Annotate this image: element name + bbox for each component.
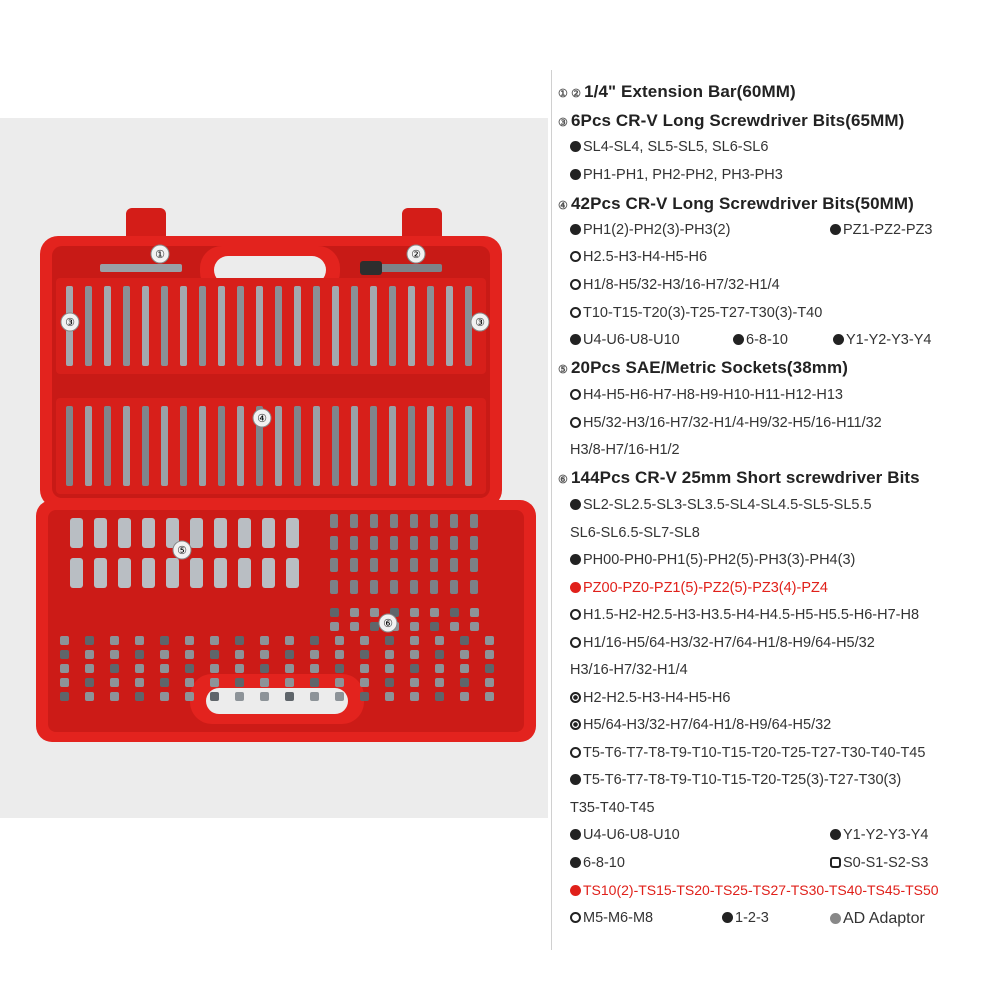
item-triwing-50: 6-8-10	[733, 332, 788, 348]
item-slotted-25-cont: SL6-SL6.5-SL7-SL8	[570, 525, 700, 541]
short-bit	[435, 636, 444, 645]
adaptor-icon	[830, 913, 841, 924]
short-bit	[385, 692, 394, 701]
short-bit	[235, 650, 244, 659]
socket	[286, 558, 299, 588]
short-bit	[60, 664, 69, 673]
tri-point-icon	[830, 829, 841, 840]
long-bit	[85, 286, 92, 366]
long-bit	[370, 286, 377, 366]
item-square-25: S0-S1-S2-S3	[830, 855, 928, 871]
short-bit	[235, 692, 244, 701]
callout-5: ⑤	[177, 545, 187, 557]
short-bit	[390, 580, 398, 594]
socket	[262, 518, 275, 548]
short-bit	[210, 678, 219, 687]
socket	[190, 558, 203, 588]
long-bit	[294, 406, 301, 486]
hex-socket-icon	[570, 389, 581, 400]
square-icon	[830, 857, 841, 868]
short-bit	[350, 622, 359, 631]
short-bit	[135, 650, 144, 659]
short-bit	[430, 580, 438, 594]
short-bit	[470, 536, 478, 550]
short-bit	[370, 622, 379, 631]
item-y-tip-50: Y1-Y2-Y3-Y4	[833, 332, 931, 348]
long-bit	[389, 406, 396, 486]
socket	[70, 518, 83, 548]
short-bit	[470, 580, 478, 594]
long-bit	[123, 286, 130, 366]
socket	[238, 558, 251, 588]
socket	[142, 558, 155, 588]
hex-icon	[570, 912, 581, 923]
item-torx-25: T5-T6-T7-T8-T9-T10-T15-T20-T25-T27-T30-T40-T45	[570, 745, 925, 761]
short-bit	[385, 650, 394, 659]
item-phillips-65: PH1-PH1, PH2-PH2, PH3-PH3	[570, 167, 783, 183]
short-bit	[210, 664, 219, 673]
short-bit	[330, 558, 338, 572]
short-bit	[460, 650, 469, 659]
long-bit	[104, 286, 111, 366]
short-bit	[430, 608, 439, 617]
clutch-icon	[722, 912, 733, 923]
short-bit	[460, 678, 469, 687]
short-bit	[350, 558, 358, 572]
short-bit	[435, 678, 444, 687]
short-bit	[450, 580, 458, 594]
short-bit	[470, 558, 478, 572]
item-adaptor: AD Adaptor	[830, 910, 925, 928]
pozidriv-icon	[830, 224, 841, 235]
short-bit	[450, 514, 458, 528]
item-hex-sae-50: H1/8-H5/32-H3/16-H7/32-H1/4	[570, 277, 780, 293]
hex-icon	[570, 609, 581, 620]
short-bit	[410, 636, 419, 645]
short-bit	[385, 678, 394, 687]
torx-icon	[570, 307, 581, 318]
socket	[214, 518, 227, 548]
item-spanner-25: U4-U6-U8-U10	[570, 827, 680, 843]
long-bit	[161, 286, 168, 366]
long-bit	[465, 286, 472, 366]
callout-2: ②	[411, 249, 421, 261]
short-bit	[210, 650, 219, 659]
long-bit	[104, 406, 111, 486]
hex-icon	[570, 279, 581, 290]
short-bit	[470, 608, 479, 617]
security-hex-icon	[570, 719, 581, 730]
long-bit	[446, 286, 453, 366]
short-bit	[410, 678, 419, 687]
short-bit	[350, 514, 358, 528]
short-bit	[285, 678, 294, 687]
short-bit	[235, 664, 244, 673]
callout-6: ⑥	[383, 618, 393, 630]
short-bit	[330, 536, 338, 550]
short-bit	[135, 636, 144, 645]
short-bit	[360, 650, 369, 659]
long-bit	[351, 406, 358, 486]
bit-set-case-photo	[0, 118, 548, 818]
socket	[286, 518, 299, 548]
tri-wing-icon	[570, 857, 581, 868]
short-bit	[310, 636, 319, 645]
socket	[262, 558, 275, 588]
short-bit	[335, 650, 344, 659]
short-bit	[435, 692, 444, 701]
short-bit	[185, 636, 194, 645]
item-nut-setter: M5-M6-M8	[570, 910, 653, 926]
socket	[214, 558, 227, 588]
short-bit	[85, 650, 94, 659]
socket	[142, 518, 155, 548]
spanner-icon	[570, 334, 581, 345]
short-bit	[410, 558, 418, 572]
short-bit	[135, 678, 144, 687]
short-bit	[85, 692, 94, 701]
short-bit	[285, 664, 294, 673]
heading-long-bits-50: ④ 42Pcs CR-V Long Screwdriver Bits(50MM)	[558, 194, 914, 213]
short-bit	[370, 580, 378, 594]
short-bit	[485, 636, 494, 645]
short-bit	[350, 608, 359, 617]
item-hex-metric-50: H2.5-H3-H4-H5-H6	[570, 249, 707, 265]
short-bit	[310, 650, 319, 659]
short-bit	[360, 664, 369, 673]
short-bit	[450, 622, 459, 631]
short-bit	[160, 650, 169, 659]
long-bit	[332, 286, 339, 366]
long-bit	[275, 406, 282, 486]
phillips-icon	[570, 224, 581, 235]
short-bit	[335, 636, 344, 645]
long-bit	[123, 406, 130, 486]
short-bit	[260, 678, 269, 687]
short-bit	[285, 650, 294, 659]
short-bit	[485, 650, 494, 659]
short-bit	[430, 514, 438, 528]
short-bit	[285, 636, 294, 645]
phillips-icon	[570, 169, 581, 180]
long-bit	[180, 286, 187, 366]
long-bit	[408, 406, 415, 486]
short-bit	[335, 692, 344, 701]
short-bit	[410, 664, 419, 673]
item-security-hex-metric: H2-H2.5-H3-H4-H5-H6	[570, 690, 730, 706]
phillips-icon	[570, 554, 581, 565]
heading-short-bits: ⑥ 144Pcs CR-V 25mm Short screwdriver Bits	[558, 468, 920, 487]
short-bit	[435, 650, 444, 659]
short-bit	[310, 678, 319, 687]
short-bit	[330, 622, 339, 631]
short-bit	[435, 664, 444, 673]
item-triwing-25: 6-8-10	[570, 855, 625, 871]
short-bit	[450, 536, 458, 550]
tri-wing-icon	[733, 334, 744, 345]
item-torx-50: T10-T15-T20(3)-T25-T27-T30(3)-T40	[570, 305, 822, 321]
short-bit	[110, 678, 119, 687]
short-bit	[160, 636, 169, 645]
short-bit	[350, 536, 358, 550]
short-bit	[160, 664, 169, 673]
hex-socket-icon	[570, 417, 581, 428]
short-bit	[470, 514, 478, 528]
long-bit	[142, 286, 149, 366]
heading-sockets: ⑤ 20Pcs SAE/Metric Sockets(38mm)	[558, 358, 848, 377]
short-bit	[410, 580, 418, 594]
short-bit	[185, 678, 194, 687]
item-sockets-sae: H5/32-H3/16-H7/32-H1/4-H9/32-H5/16-H11/32	[570, 415, 882, 431]
short-bit	[285, 692, 294, 701]
hex-icon	[570, 637, 581, 648]
socket	[118, 518, 131, 548]
column-divider	[551, 70, 552, 950]
socket	[190, 518, 203, 548]
long-bit	[218, 286, 225, 366]
item-phillips-25: PH00-PH0-PH1(5)-PH2(5)-PH3(3)-PH4(3)	[570, 552, 855, 568]
item-slotted-25: SL2-SL2.5-SL3-SL3.5-SL4-SL4.5-SL5-SL5.5	[570, 497, 872, 513]
slotted-icon	[570, 141, 581, 152]
short-bit	[360, 678, 369, 687]
long-bit	[199, 406, 206, 486]
item-torx-plus-25: TS10(2)-TS15-TS20-TS25-TS27-TS30-TS40-TS45-TS50	[570, 882, 939, 898]
short-bit	[330, 514, 338, 528]
long-bit	[161, 406, 168, 486]
item-phillips-50: PH1(2)-PH2(3)-PH3(2)	[570, 222, 730, 238]
item-spanner-50: U4-U6-U8-U10	[570, 332, 680, 348]
short-bit	[110, 636, 119, 645]
short-bit	[185, 650, 194, 659]
long-bit	[294, 286, 301, 366]
short-bit	[410, 536, 418, 550]
short-bit	[135, 664, 144, 673]
security-torx-icon	[570, 774, 581, 785]
short-bit	[485, 664, 494, 673]
short-bit	[370, 536, 378, 550]
short-bit	[335, 664, 344, 673]
short-bit	[450, 608, 459, 617]
short-bit	[410, 608, 419, 617]
short-bit	[135, 692, 144, 701]
long-bit	[465, 406, 472, 486]
short-bit	[235, 636, 244, 645]
long-bit	[237, 406, 244, 486]
socket	[94, 518, 107, 548]
short-bit	[210, 636, 219, 645]
socket	[94, 558, 107, 588]
short-bit	[385, 636, 394, 645]
heading-extension-bar: ① ② 1/4" Extension Bar(60MM)	[558, 82, 796, 101]
short-bit	[60, 636, 69, 645]
torx-icon	[570, 747, 581, 758]
socket	[118, 558, 131, 588]
long-bit	[351, 286, 358, 366]
item-hex-sae-25: H1/16-H5/64-H3/32-H7/64-H1/8-H9/64-H5/32	[570, 635, 875, 651]
short-bit	[310, 692, 319, 701]
item-clutch: 1-2-3	[722, 910, 769, 926]
short-bit	[460, 636, 469, 645]
callout-3-right: ③	[475, 317, 485, 329]
short-bit	[410, 514, 418, 528]
long-bit	[370, 406, 377, 486]
item-slotted-65: SL4-SL4, SL5-SL5, SL6-SL6	[570, 139, 768, 155]
tri-point-icon	[833, 334, 844, 345]
short-bit	[385, 664, 394, 673]
short-bit	[160, 692, 169, 701]
short-bit	[310, 664, 319, 673]
short-bit	[85, 636, 94, 645]
short-bit	[430, 622, 439, 631]
short-bit	[85, 664, 94, 673]
short-bit	[60, 692, 69, 701]
long-bit	[389, 286, 396, 366]
short-bit	[330, 608, 339, 617]
short-bit	[360, 692, 369, 701]
short-bit	[370, 608, 379, 617]
short-bit	[110, 650, 119, 659]
item-security-torx-25: T5-T6-T7-T8-T9-T10-T15-T20-T25(3)-T27-T30(3)	[570, 772, 901, 788]
long-bit	[237, 286, 244, 366]
short-bit	[430, 558, 438, 572]
callout-3-left: ③	[65, 317, 75, 329]
long-bit	[446, 406, 453, 486]
short-bit	[185, 692, 194, 701]
callout-1: ①	[155, 249, 165, 261]
long-bit	[408, 286, 415, 366]
short-bit	[470, 622, 479, 631]
extension-bar-1	[100, 264, 182, 272]
short-bit	[370, 558, 378, 572]
short-bit	[460, 664, 469, 673]
long-bit	[427, 286, 434, 366]
short-bit	[260, 650, 269, 659]
short-bit	[360, 636, 369, 645]
short-bit	[260, 692, 269, 701]
socket	[70, 558, 83, 588]
short-bit	[260, 664, 269, 673]
heading-long-bits-65: ③ 6Pcs CR-V Long Screwdriver Bits(65MM)	[558, 111, 905, 130]
short-bit	[350, 580, 358, 594]
item-pozidriv-25: PZ00-PZ0-PZ1(5)-PZ2(5)-PZ3(4)-PZ4	[570, 580, 828, 596]
long-bit	[142, 406, 149, 486]
long-bit	[275, 286, 282, 366]
short-bit	[330, 580, 338, 594]
item-sockets-metric: H4-H5-H6-H7-H8-H9-H10-H11-H12-H13	[570, 387, 843, 403]
short-bit	[410, 650, 419, 659]
item-security-hex-sae: H5/64-H3/32-H7/64-H1/8-H9/64-H5/32	[570, 717, 831, 733]
torx-plus-icon	[570, 885, 581, 896]
short-bit	[450, 558, 458, 572]
short-bit	[235, 678, 244, 687]
long-bit	[218, 406, 225, 486]
short-bit	[410, 692, 419, 701]
short-bit	[485, 678, 494, 687]
short-bit	[210, 692, 219, 701]
short-bit	[390, 558, 398, 572]
item-hex-metric-25: H1.5-H2-H2.5-H3-H3.5-H4-H4.5-H5-H5.5-H6-H7-H8	[570, 607, 919, 623]
short-bit	[390, 536, 398, 550]
callout-4: ④	[257, 413, 267, 425]
long-bit	[427, 406, 434, 486]
short-bit	[110, 692, 119, 701]
item-y-tip-25: Y1-Y2-Y3-Y4	[830, 827, 928, 843]
item-pozidriv-50: PZ1-PZ2-PZ3	[830, 222, 932, 238]
long-bit	[256, 286, 263, 366]
short-bit	[110, 664, 119, 673]
long-bit	[332, 406, 339, 486]
long-bit	[313, 406, 320, 486]
long-bit	[199, 286, 206, 366]
short-bit	[460, 692, 469, 701]
security-hex-icon	[570, 692, 581, 703]
slotted-icon	[570, 499, 581, 510]
short-bit	[60, 678, 69, 687]
pozidriv-icon	[570, 582, 581, 593]
short-bit	[185, 664, 194, 673]
socket	[238, 518, 251, 548]
item-sockets-sae-cont: H3/8-H7/16-H1/2	[570, 442, 680, 458]
short-bit	[410, 622, 419, 631]
short-bit	[390, 514, 398, 528]
hex-icon	[570, 251, 581, 262]
item-security-torx-25-cont: T35-T40-T45	[570, 800, 655, 816]
socket	[166, 558, 179, 588]
spanner-icon	[570, 829, 581, 840]
short-bit	[260, 636, 269, 645]
long-bit	[66, 406, 73, 486]
short-bit	[430, 536, 438, 550]
short-bit	[370, 514, 378, 528]
short-bit	[60, 650, 69, 659]
short-bit	[160, 678, 169, 687]
item-hex-sae-25-cont: H3/16-H7/32-H1/4	[570, 662, 688, 678]
short-bit	[85, 678, 94, 687]
short-bit	[485, 692, 494, 701]
long-bit	[313, 286, 320, 366]
base-handle-hole	[206, 688, 348, 714]
long-bit	[85, 406, 92, 486]
long-bit	[180, 406, 187, 486]
short-bit	[335, 678, 344, 687]
